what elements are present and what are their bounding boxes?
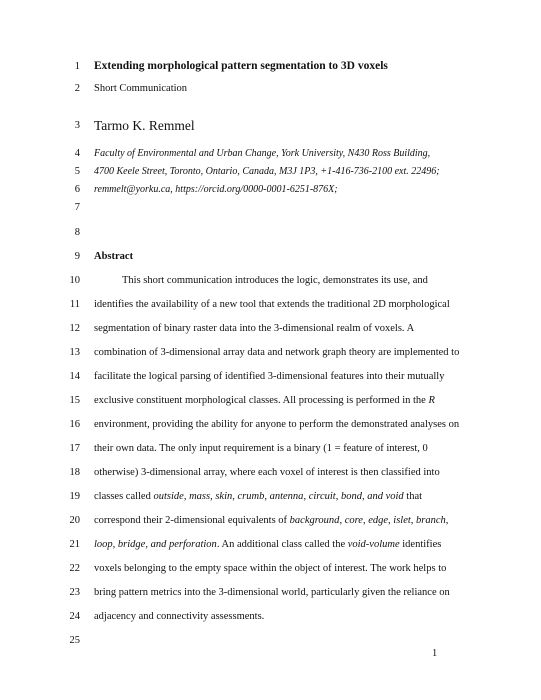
abstract-line [94,490,444,504]
class-term: antenna [269,491,304,502]
line-number: 2 [74,83,80,94]
abstract-text: , [362,515,369,526]
class-term: mass [189,491,211,502]
class-term: branch [416,515,446,526]
abstract-line: bring pattern metrics into the 3-dimensional world, particularly given the reliance on [94,587,450,598]
abstract-line: otherwise) 3-dimensional array, where each voxel of interest is then classified into [94,467,440,478]
class-term: crumb [237,491,265,502]
abstract-text: , [335,491,341,502]
class-term: loop [94,539,113,550]
abstract-text: , [264,491,270,502]
line-number: 7 [74,202,80,213]
class-term: void-volume [347,539,400,550]
abstract-line: voxels belonging to the empty space within the object of interest. The work helps to [94,563,447,574]
abstract-line [94,514,449,528]
abstract-text: , [210,491,216,502]
abstract-line: This short communication introduces the logic, demonstrates its use, and [122,275,428,286]
class-term: bond [340,491,362,502]
line-number: 9 [74,251,80,262]
line-number: 3 [74,120,80,131]
abstract-text: , [388,515,394,526]
line-number: 14 [69,371,80,382]
abstract-text: exclusive constituent morphological classes. All processing is performed in the [94,395,429,406]
line-number: 21 [69,539,80,550]
abstract-text: , [232,491,238,502]
class-term: islet [393,515,411,526]
line-number: 19 [69,491,80,502]
line-number: 5 [74,166,80,177]
class-term: background [289,515,340,526]
abstract-text: . An additional class called the [216,539,348,550]
abstract-text: , and [145,539,169,550]
line-number: 12 [69,323,80,334]
abstract-line [94,394,444,408]
line-number: 24 [69,611,80,622]
affiliation-contact: remmelt@yorku.ca, https://orcid.org/0000-0001-6251-876X; [94,184,338,195]
page-number: 1 [432,648,438,659]
abstract-text: , [445,515,449,526]
abstract-line: combination of 3-dimensional array data and network graph theory are implemented to [94,347,460,358]
paper-title: Extending morphological pattern segmentation to 3D voxels [94,60,388,72]
line-number: 18 [69,467,80,478]
line-number: 16 [69,419,80,430]
abstract-text: that [403,491,423,502]
abstract-text: correspond their 2-dimensional equivalents of [94,515,290,526]
affiliation-line: 4700 Keele Street, Toronto, Ontario, Canada, M3J 1P3, +1-416-736-2100 ext. 22496; [94,166,440,177]
abstract-line: environment, providing the ability for anyone to perform the demonstrated analyses on [94,419,460,430]
abstract-text: , and [361,491,386,502]
abstract-text: , [112,539,118,550]
abstract-line: facilitate the logical parsing of identified 3-dimensional features into their mutually [94,371,445,382]
class-term: skin [215,491,233,502]
line-number: 17 [69,443,80,454]
class-term: void [385,491,404,502]
line-number: 25 [69,635,80,646]
line-number: 4 [74,148,80,159]
abstract-line: their own data. The only input requirement is a binary (1 = feature of interest, 0 [94,443,428,454]
line-number: 15 [69,395,80,406]
r-software-name: R [428,395,435,406]
line-number: 10 [69,275,80,286]
line-number: 11 [69,299,80,310]
class-term: circuit [308,491,336,502]
line-number: 6 [74,184,80,195]
abstract-line [94,538,444,552]
line-number: 20 [69,515,80,526]
abstract-text: , [183,491,190,502]
author-name: Tarmo K. Remmel [94,118,195,133]
class-term: outside [153,491,184,502]
abstract-text: identifies [399,539,442,550]
class-term: edge [368,515,389,526]
class-term: core [344,515,363,526]
abstract-text: , [410,515,417,526]
article-type: Short Communication [94,83,188,94]
abstract-heading: Abstract [94,251,134,262]
abstract-line: segmentation of binary raster data into the 3-dimensional realm of voxels. A [94,323,415,334]
abstract-line: adjacency and connectivity assessments. [94,611,265,622]
abstract-line: identifies the availability of a new tool that extends the traditional 2D morphological [94,299,450,310]
affiliation-line: Faculty of Environmental and Urban Change, York University, N430 Ross Building, [94,148,431,159]
class-term: perforation [168,539,217,550]
abstract-text: classes called [94,491,154,502]
abstract-text: , [339,515,345,526]
class-term: bridge [117,539,146,550]
abstract-text: , [303,491,309,502]
line-number: 23 [69,587,80,598]
line-number: 13 [69,347,80,358]
line-number: 1 [74,61,80,72]
line-number: 8 [74,227,80,238]
line-number: 22 [69,563,80,574]
